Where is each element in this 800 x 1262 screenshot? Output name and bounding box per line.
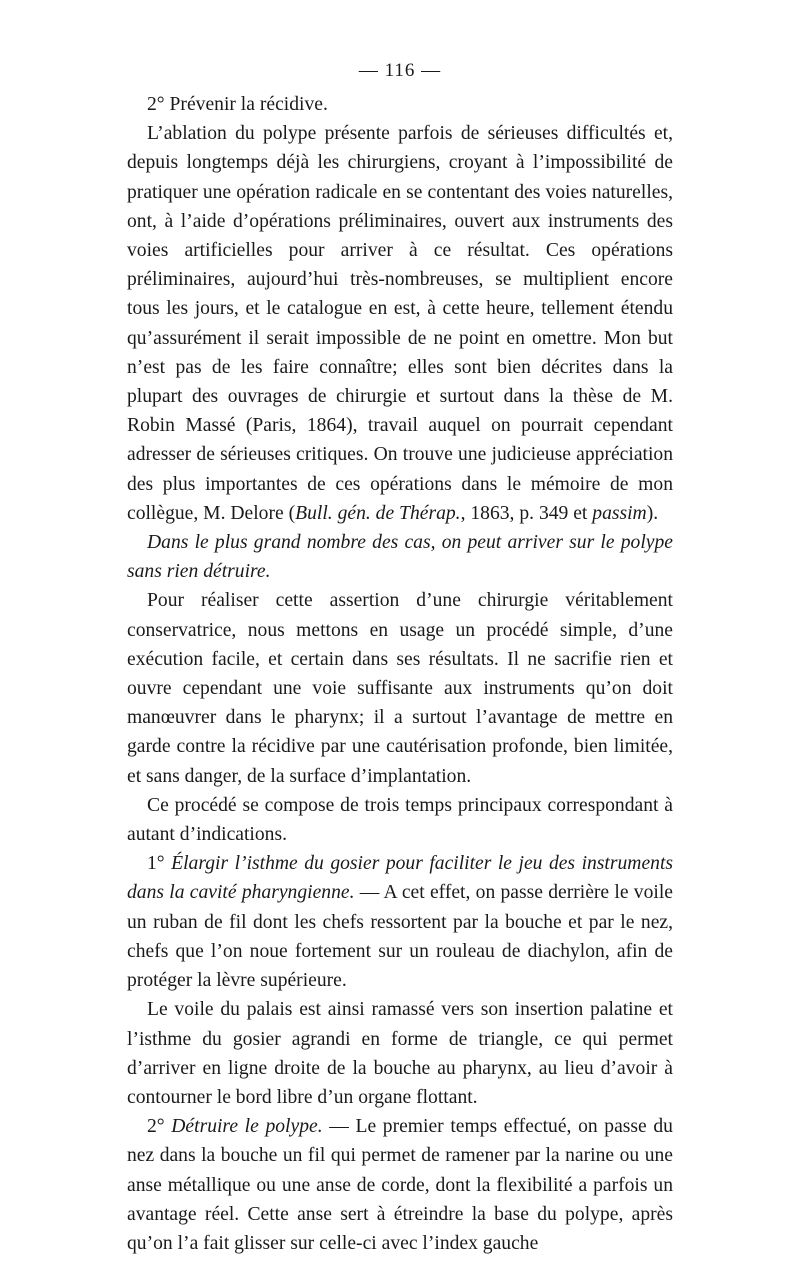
journal-reference: Bull. gén. de Thérap.	[295, 502, 461, 524]
paragraph-procede: Pour réaliser cette assertion d’une chirurgie véritablement conservatrice, nous mettons en usage un procédé simple, d’une exécution facile, et certain dans ses résultats. Il ne sacrifie rien et ouvre cependant une voie suffisante aux instruments qu’on doit manœuvrer dans le pharynx; il a surtout l’avantage de mettre en garde contre la récidive par une cautérisation profonde, bien limitée, et sans danger, de la surface d’implantation.	[127, 590, 673, 787]
document-page	[127, 58, 673, 1258]
step-two-number: 2°	[147, 1116, 172, 1138]
step-one-heading: Élargir l’isthme du gosier pour faciliter le jeu des instruments dans la cavité pharyngienne.	[127, 853, 674, 904]
paragraph-trois-temps: Ce procédé se compose de trois temps principaux correspondant à autant d’indications.	[127, 794, 673, 846]
reference-close: ).	[646, 502, 659, 524]
page-number: — 116 —	[358, 60, 442, 81]
step-two-heading: Détruire le polype.	[171, 1116, 323, 1138]
reference-details: , 1863, p. 349 et	[460, 502, 593, 524]
step-two-text: — Le premier temps effectué, on passe du nez dans la bouche un fil qui permet de ramener par la narine ou une anse métallique ou une anse de corde, dont la flexibilité a parfois un avantage réel. Cette anse sert à étreindre la base du polype, après qu’on l’a fait glisser sur celle-ci avec l’index gauche	[127, 1116, 673, 1254]
passim-word: passim	[592, 502, 647, 524]
paragraph-step-two	[127, 1112, 673, 1258]
paragraph-thesis-statement: Dans le plus grand nombre des cas, on peut arriver sur le polype sans rien détruire.	[127, 532, 673, 583]
step-one-number: 1°	[147, 853, 172, 875]
paragraph-step-one	[127, 849, 673, 995]
paragraph-ablation	[127, 119, 673, 528]
paragraph-prevenir-recidive: 2° Prévenir la récidive.	[147, 94, 328, 115]
paragraph-voile-palais: Le voile du palais est ainsi ramassé vers son insertion palatine et l’isthme du gosier agrandi en forme de triangle, ce qui permet d’arriver en ligne droite de la bouche au pharynx, au lieu d’avoir à contourner le bord libre d’un organe flottant.	[127, 999, 673, 1108]
paragraph-ablation-text: L’ablation du polype présente parfois de sérieuses difficultés et, depuis longtemps déjà les chirurgiens, croyant à l’impossibilité de pratiquer une opération radicale en se contentant des voies naturelles, ont, à l’aide d’opérations préliminaires, ouvert aux instruments des voies artificielles pour arriver à ce résultat. Ces opérations préliminaires, aujourd’hui très-nombreuses, se multiplient encore tous les jours, et le catalogue en est, à cette heure, tellement étendu qu’assurément il serait impossible de ne point en omettre. Mon but n’est pas de les faire connaître; elles sont bien décrites dans la plupart des ouvrages de chirurgie et surtout dans la thèse de M. Robin Massé (Paris, 1864), travail auquel on pourrait cependant adresser de sérieuses critiques. On trouve une judicieuse appréciation des plus importantes de ces opérations dans le mémoire de mon collègue, M. Delore (	[127, 123, 673, 524]
step-one-text: — A cet effet, on passe derrière le voile un ruban de fil dont les chefs ressortent par la bouche et par le nez, chefs que l’on noue fortement sur un rouleau de diachylon, afin de protéger la lèvre supérieure.	[127, 882, 673, 992]
